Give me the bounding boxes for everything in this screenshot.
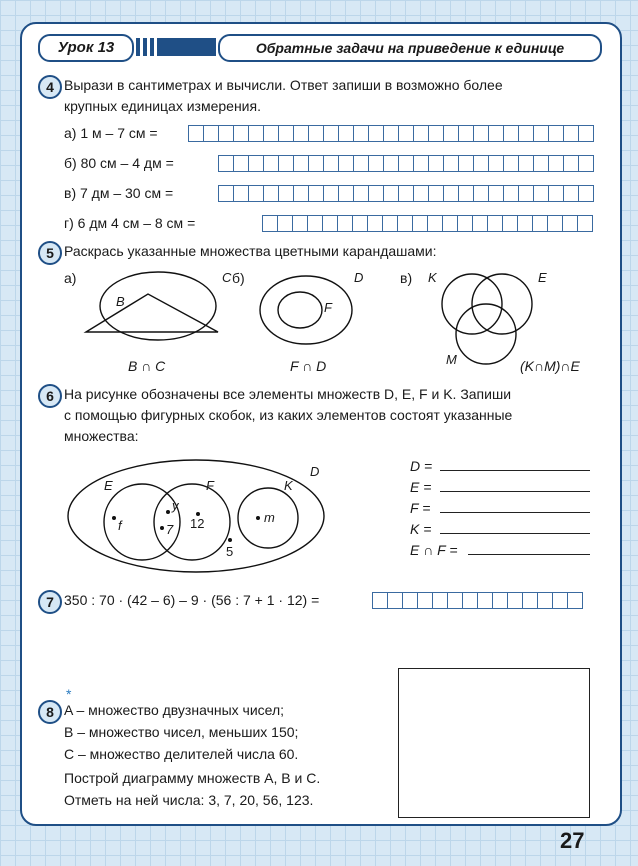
element-f: f xyxy=(118,518,122,533)
set-b-label: B xyxy=(116,294,125,309)
task-5c-label: в) xyxy=(400,270,413,286)
task-8-number: 8 xyxy=(38,700,62,724)
task-6-text-line-3: множества: xyxy=(64,428,139,444)
task-5a-caption: B ∩ C xyxy=(128,358,166,374)
task-8-line-3: C – множество делителей числа 60. xyxy=(64,746,299,762)
set-f-label: F xyxy=(206,478,214,493)
set-m-label: M xyxy=(446,352,457,367)
answer-e-label: E = xyxy=(410,479,432,495)
task-4a-label: а) 1 м – 7 см = xyxy=(64,125,158,141)
task-4b-label: б) 80 см – 4 дм = xyxy=(64,155,174,171)
task-4d-answer-cells[interactable] xyxy=(262,215,593,232)
set-k-label: K xyxy=(284,478,293,493)
element-12: 12 xyxy=(190,516,205,531)
task-4c-label: в) 7 дм – 30 см = xyxy=(64,185,174,201)
element-y: y xyxy=(172,498,179,513)
task-6-number: 6 xyxy=(38,384,62,408)
lesson-title: Обратные задачи на приведение к единице xyxy=(218,34,602,62)
set-c-label: C xyxy=(222,270,232,285)
task-6-text-line-1: На рисунке обозначены все элементы множеств D, E, F и K. Запиши xyxy=(64,386,512,402)
lesson-label: Урок 13 xyxy=(38,34,134,62)
set-e-label: E xyxy=(104,478,113,493)
answer-f-line[interactable] xyxy=(440,512,590,513)
task-8-line-2: B – множество чисел, меньших 150; xyxy=(64,724,299,740)
task-5b-label: б) xyxy=(232,270,245,286)
task-5a-label: а) xyxy=(64,270,77,286)
task-4a-answer-cells[interactable] xyxy=(188,125,594,142)
task-5a-diagram xyxy=(80,270,230,350)
task-5c-caption: (K∩M)∩E xyxy=(520,358,580,374)
answer-e-intersect-f-line[interactable] xyxy=(468,554,590,555)
task-5-text: Раскрась указанные множества цветными карандашами: xyxy=(64,243,437,259)
page-number: 27 xyxy=(560,828,585,853)
set-d-label: D xyxy=(354,270,364,285)
task-7-expression: 350 : 70 · (42 – 6) – 9 · (56 : 7 + 1 · 12) = xyxy=(64,592,320,608)
task-8-line-4: Построй диаграмму множеств A, B и C. xyxy=(64,770,321,786)
task-6-text-line-2: с помощью фигурных скобок, из каких элементов состоят указанные xyxy=(64,407,513,423)
difficulty-star-icon: * xyxy=(66,686,72,702)
element-7: 7 xyxy=(166,522,174,537)
task-8-line-1: A – множество двузначных чисел; xyxy=(64,702,285,718)
task-5-number: 5 xyxy=(38,241,62,265)
task-4d-label: г) 6 дм 4 см – 8 см = xyxy=(64,215,196,231)
set-e-label: E xyxy=(538,270,547,285)
answer-e-intersect-f-label: E ∩ F = xyxy=(410,542,458,558)
answer-d-line[interactable] xyxy=(440,470,590,471)
set-k-label: K xyxy=(428,270,437,285)
header-stripes-decor xyxy=(136,38,216,56)
element-5: 5 xyxy=(226,544,234,559)
task-6-diagram xyxy=(62,456,332,582)
task-8-drawing-box[interactable] xyxy=(398,668,590,818)
task-5b-caption: F ∩ D xyxy=(290,358,327,374)
task-4b-answer-cells[interactable] xyxy=(218,155,594,172)
task-5b-diagram xyxy=(256,270,366,350)
task-4-text-line-2: крупных единицах измерения. xyxy=(64,98,261,114)
task-4c-answer-cells[interactable] xyxy=(218,185,594,202)
task-8-line-5: Отметь на ней числа: 3, 7, 20, 56, 123. xyxy=(64,792,314,808)
answer-f-label: F = xyxy=(410,500,431,516)
answer-e-line[interactable] xyxy=(440,491,590,492)
set-f-label: F xyxy=(324,300,332,315)
task-4-text-line-1: Вырази в сантиметрах и вычисли. Ответ запиши в возможно более xyxy=(64,77,503,93)
task-7-number: 7 xyxy=(38,590,62,614)
answer-k-line[interactable] xyxy=(440,533,590,534)
task-4-number: 4 xyxy=(38,75,62,99)
set-d-label: D xyxy=(310,464,320,479)
element-m: m xyxy=(264,510,275,525)
answer-k-label: K = xyxy=(410,521,432,537)
answer-d-label: D = xyxy=(410,458,433,474)
task-7-answer-cells[interactable] xyxy=(372,592,583,609)
